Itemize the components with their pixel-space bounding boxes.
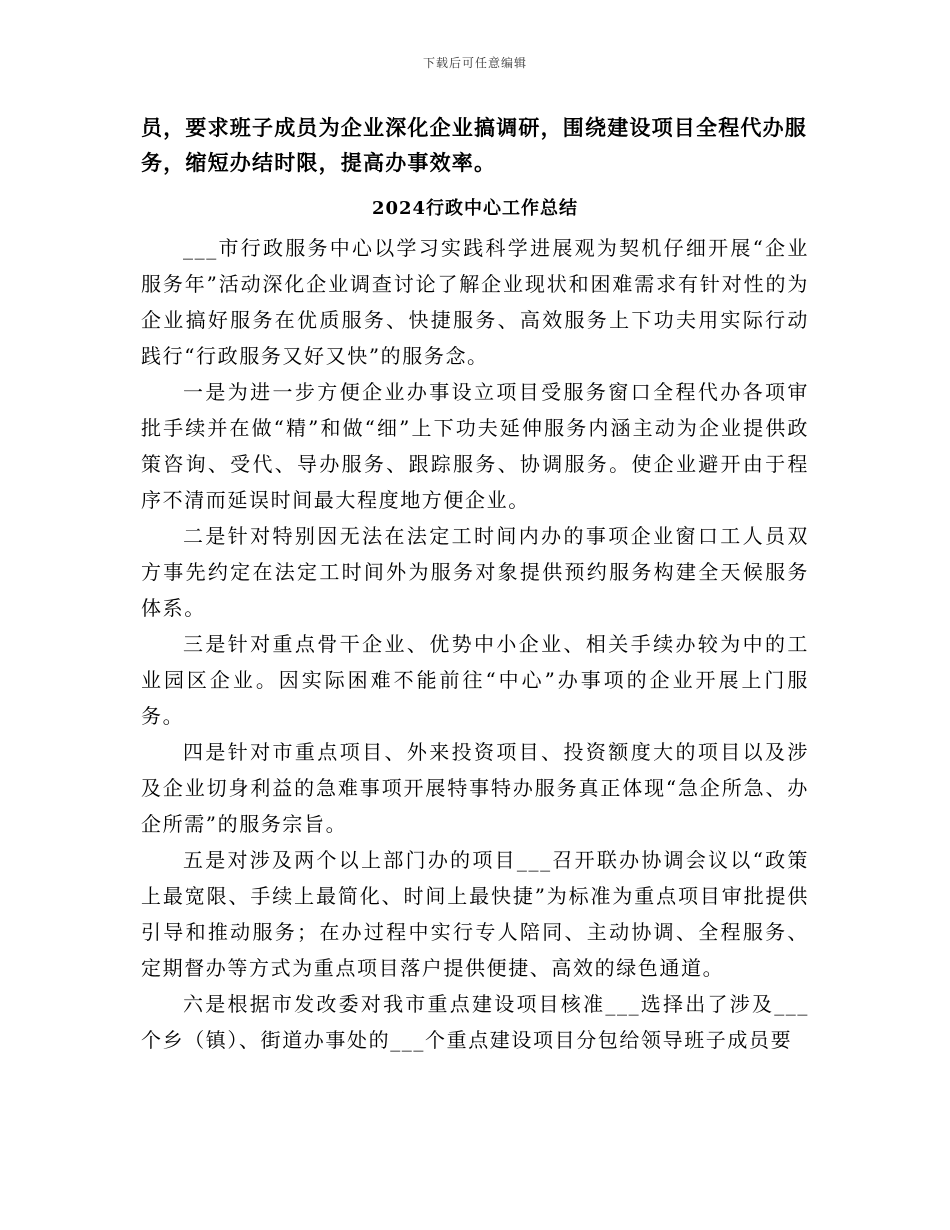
document-body <box>141 110 809 1058</box>
lead-paragraph-bold: 员，要求班子成员为企业深化企业搞调研，围绕建设项目全程代办服务，缩短办结时限，提高办事效率。 <box>141 115 807 175</box>
paragraph-intro: ___市行政服务中心以学习实践科学进展观为契机仔细开展“企业服务年”活动深化企业调查讨论了解企业现状和困难需求有针对性的为企业搞好服务在优质服务、快捷服务、高效服务上下功夫用实际行动践行“行政服务又好又快”的服务念。 <box>141 236 809 368</box>
paragraph-item-5: 五是对涉及两个以上部门办的项目___召开联办协调会议以“政策上最宽限、手续上最简化、时间上最快捷”为标准为重点项目审批提供引导和推动服务；在办过程中实行专人陪同、主动协调、全程服务、定期督办等方式为重点项目落户提供便捷、高效的绿色通道。 <box>141 848 809 980</box>
document-title: 2024行政中心工作总结 <box>371 198 579 219</box>
paragraph-item-4: 四是针对市重点项目、外来投资项目、投资额度大的项目以及涉及企业切身利益的急难事项开展特事特办服务真正体现“急企所急、办企所需”的服务宗旨。 <box>141 740 809 836</box>
paragraph-item-2: 二是针对特别因无法在法定工时间内办的事项企业窗口工人员双方事先约定在法定工时间外为服务对象提供预约服务构建全天候服务体系。 <box>141 524 809 620</box>
header-note: 下载后可任意编辑 <box>422 56 527 70</box>
paragraph-item-1: 一是为进一步方便企业办事设立项目受服务窗口全程代办各项审批手续并在做“精”和做“细”上下功夫延伸服务内涵主动为企业提供政策咨询、受代、导办服务、跟踪服务、协调服务。使企业避开由于程序不清而延误时间最大程度地方便企业。 <box>141 380 809 512</box>
paragraph-item-6: 六是根据市发改委对我市重点建设项目核准___选择出了涉及___个乡（镇）、街道办事处的___个重点建设项目分包给领导班子成员要 <box>141 992 809 1052</box>
paragraph-item-3: 三是针对重点骨干企业、优势中小企业、相关手续办较为中的工业园区企业。因实际困难不能前往“中心”办事项的企业开展上门服务。 <box>141 632 809 728</box>
